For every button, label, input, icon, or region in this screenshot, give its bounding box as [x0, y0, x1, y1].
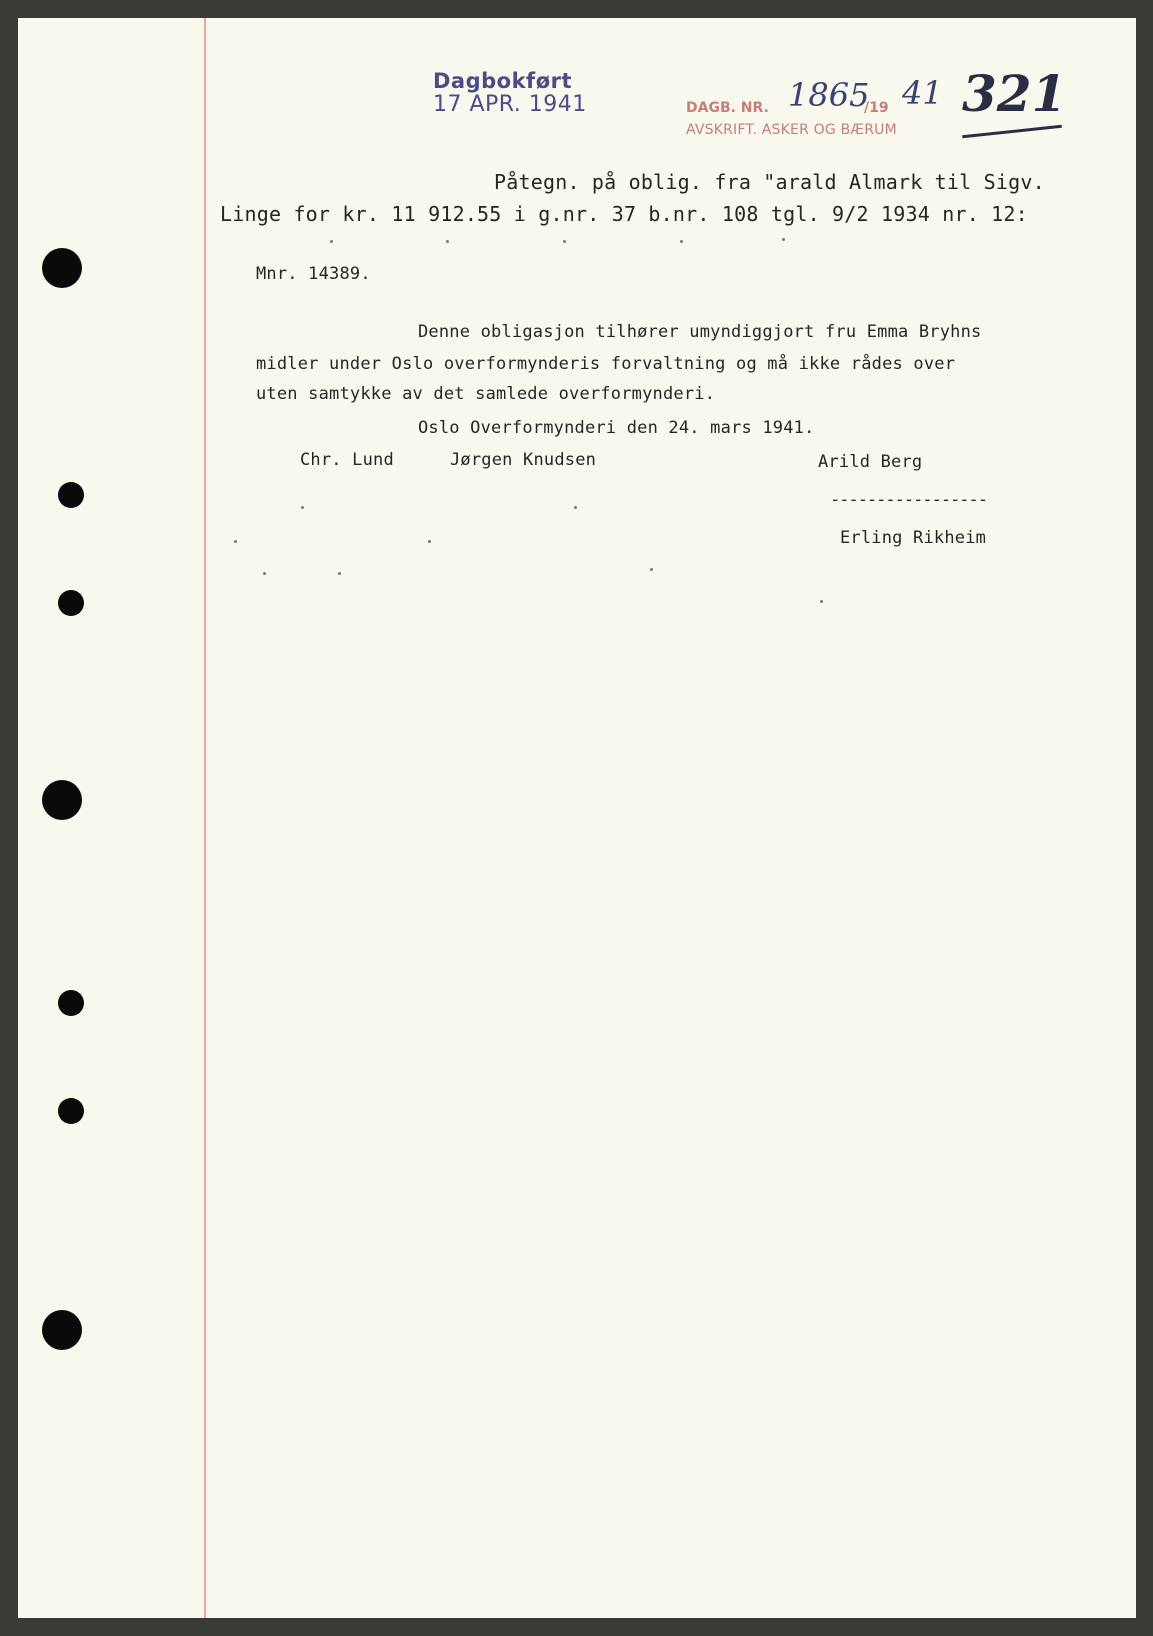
scan-speck [563, 240, 566, 243]
mnr-line: Mnr. 14389. [256, 264, 371, 284]
signatory-3: Arild Berg [818, 452, 923, 472]
body-line-1: Denne obligasjon tilhører umyndiggjort fru Emma Bryhns [418, 322, 982, 342]
heading-line-2: Linge for kr. 11 912.55 i g.nr. 37 b.nr. 108 tgl. 9/2 1934 nr. 12: [220, 202, 1028, 226]
punch-hole [42, 248, 82, 288]
dagb-number: 1865 [788, 76, 870, 114]
stamp-date: 17 APR. 1941 [433, 92, 587, 118]
signatory-1: Chr. Lund [300, 450, 394, 470]
scan-speck [574, 506, 577, 509]
scan-speck [301, 506, 304, 509]
punch-hole [58, 482, 84, 508]
registered-stamp [433, 70, 587, 117]
punch-hole [58, 990, 84, 1016]
dagb-year-prefix: /19 [864, 100, 889, 116]
scan-speck [263, 572, 266, 575]
punch-hole [58, 1098, 84, 1124]
body-line-2: midler under Oslo overformynderis forvaltning og må ikke rådes over [256, 354, 956, 374]
signature-separator: ----------------- [830, 490, 987, 510]
scan-speck [680, 240, 683, 243]
scan-speck [428, 540, 431, 543]
scan-speck [782, 238, 785, 241]
punch-hole [42, 780, 82, 820]
signatory-2: Jørgen Knudsen [450, 450, 597, 470]
document-page [18, 18, 1136, 1618]
scan-speck [234, 540, 237, 543]
scan-speck [338, 572, 341, 575]
margin-rule [204, 18, 206, 1618]
scan-speck [820, 600, 823, 603]
dagb-stamp-prefix: DAGB. NR. [686, 100, 769, 116]
stamp-title: Dagbokført [433, 69, 573, 93]
punch-hole [42, 1310, 82, 1350]
heading-line-1: Påtegn. på oblig. fra "arald Almark til Sigv. [494, 170, 1045, 194]
scan-speck [330, 240, 333, 243]
scan-speck [446, 240, 449, 243]
page-number: 321 [962, 64, 1067, 123]
dagb-stamp-line2: AVSKRIFT. ASKER OG BÆRUM [686, 122, 897, 138]
dagb-year: 41 [902, 74, 943, 112]
page-number-underline [962, 125, 1062, 138]
body-line-3: uten samtykke av det samlede overformynderi. [256, 384, 716, 404]
punch-hole [58, 590, 84, 616]
place-date: Oslo Overformynderi den 24. mars 1941. [418, 418, 815, 438]
signatory-4: Erling Rikheim [840, 528, 987, 548]
scan-speck [650, 568, 653, 571]
